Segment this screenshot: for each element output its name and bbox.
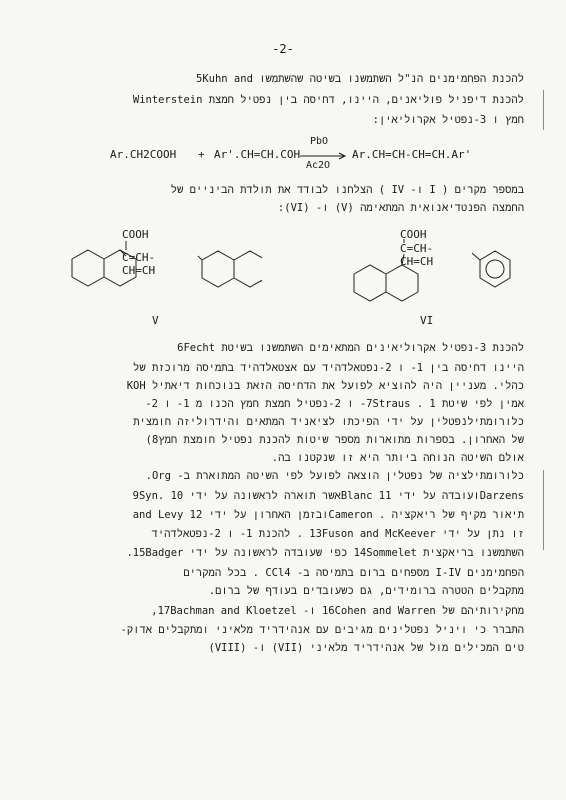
reactant-1: Ar.CH2COOH — [110, 148, 177, 161]
cooh-label: COOH — [122, 228, 149, 241]
text-line: מחקירותיהם של 16Cohen and Warren ו- 17Bachman and Kloetzel, — [151, 605, 524, 617]
text-line: כלורומתילנפטלין על ידי הפיכתו לציאניד המתאים והידרוליזה חומצית — [133, 416, 524, 428]
reaction-equation — [110, 138, 510, 172]
plus-sign: + — [198, 148, 205, 161]
structure-vi-drawing — [300, 228, 530, 318]
text-line: מתקבלים הטטרה ברומידים, גם כשעובדים בעודף של ברום. — [208, 585, 524, 597]
text-line: אולם השיטה הנוחה ביותר היא זו שנקטנו בה. — [271, 452, 524, 464]
text-line: and Levy ובזמן האחרון על ידי 12Cameron . תיאור מקיף של ריאקציה — [132, 509, 524, 521]
text-line: זו נתן על ידי 13Fuson and McKeever . להכנת 1- ו 2-נפטאלדהיד — [151, 528, 524, 540]
text-line: של האחרון. בספרות מתוארות מספר שיטות להכנת נפטיל חומצת חמץ8) — [145, 434, 524, 446]
text-line: Winterstein להכנת דיפניל פוליאנים, היינו, דחיסה בין נפטיל חמצת — [132, 94, 524, 106]
text-line: להכנת הפחמימנים הנ"ל השתמשנו בשיטה שהשתמשו 5Kuhn and — [196, 73, 524, 85]
text-line: היינו דחיסה בין 1- ו 2-נפטאלדהיד עם אצטאלדהיד בתמיסה מרוכזת של — [133, 362, 524, 374]
text-line: הפחמימנים I-IV מספחים ברום בתמיסה ב- CCl4 . בכל המקרים — [183, 567, 524, 579]
chain-label: C=CH-CH=CH — [400, 242, 434, 268]
page-number: -2- — [272, 42, 294, 56]
product: Ar.CH=CH-CH=CH.Ar' — [352, 148, 472, 161]
margin-scan-mark — [543, 90, 554, 130]
reagent-top: PbO — [310, 136, 329, 147]
reaction-arrow — [300, 152, 348, 160]
reactant-2: Ar'.CH=CH.COH — [214, 148, 301, 161]
margin-scan-mark — [543, 470, 554, 550]
text-line: במספר מקרים ( I ו- IV ) הצלחנו לבודד את תולדת הביניים של — [170, 184, 524, 196]
text-line: אמין לפי שיטת 7Straus . 1- ו 2-נפטיל חמצת חמץ הכנו מ 1- ו 2- — [145, 398, 524, 410]
structure-v-drawing — [62, 228, 262, 308]
reagent-bottom: Ac2O — [306, 160, 331, 171]
text-line: התברר כי ויניל נפטלינים מגיבים עם אנהידריד מלאיני ומתקבלים אדוק- — [120, 624, 524, 636]
text-line: החמצה הפנטדיאנואית המתאימה (V) ו- (VI): — [277, 202, 524, 214]
text-line: להכנת 3-נפטיל אקרוליאינים המתאימים השתמשנו בשיטת 6Fecht — [177, 342, 524, 354]
cooh-label: COOH — [400, 228, 427, 241]
structure-label: V — [152, 314, 159, 327]
text-line: חמץ ו 3-נפטיל אקרוליאין: — [372, 114, 524, 126]
structure-label: VI — [420, 314, 434, 327]
text-line: השתמשנו בריאקצית 14Sommelet כפי שעובדה לראשונה על ידי 15Badger. — [126, 547, 524, 559]
text-line: טים המכילים מול של אנהידריד מלאיני (VII) ו- (VIII) — [208, 642, 524, 654]
text-line: KOH כהלי. מעניין היה להוציא לפועל את הדחיסה הזאת בנוכחות דיאתיל — [126, 380, 524, 392]
text-line: 9Syn. אשר תוארה לראשונה על ידי 10Blanc ועובדה על ידי 11Darzens — [132, 490, 524, 502]
text-line: כלורומתילציה של נפטלין הוצאה לפועל לפי השיטה המתוארת ב- Org. — [145, 470, 524, 482]
chain-label: C=CH-CH=CH — [122, 251, 156, 277]
